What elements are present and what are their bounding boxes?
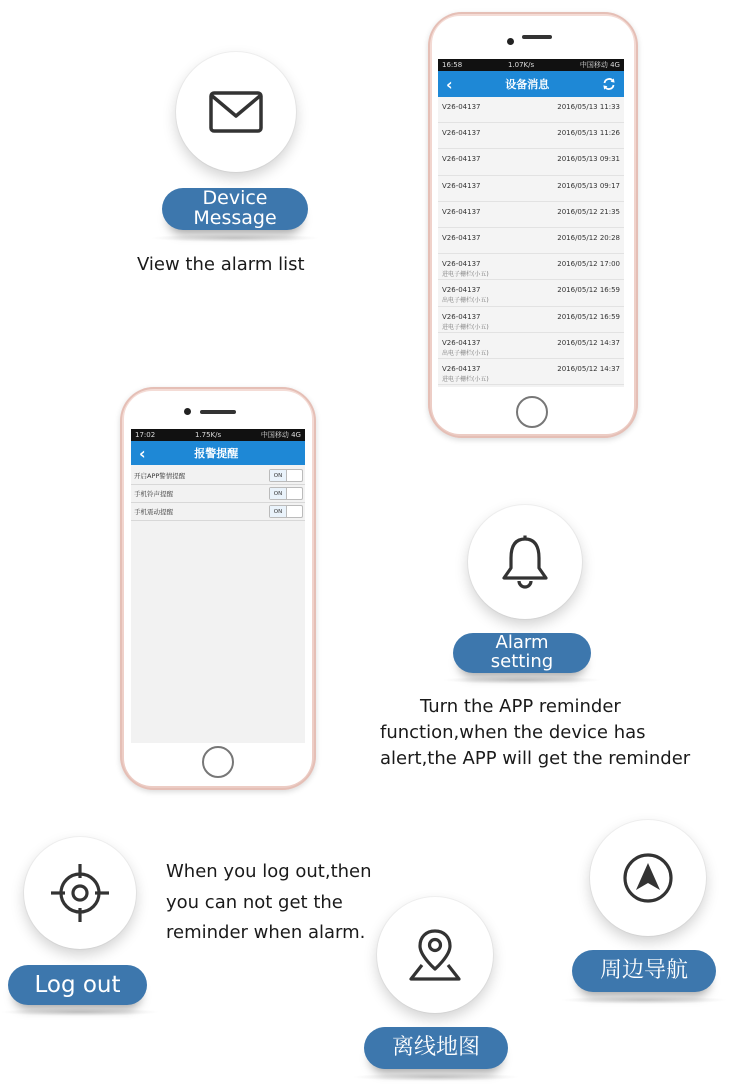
alarm-setting-toggle[interactable] bbox=[269, 505, 303, 518]
alarm-settings-screen bbox=[131, 429, 305, 743]
message-row[interactable] bbox=[438, 254, 624, 280]
device-message-pill-line2: Message bbox=[193, 207, 277, 229]
log-out-desc-line3: reminder when alarm. bbox=[166, 922, 366, 944]
phone-speaker bbox=[200, 410, 236, 414]
phone-alarm-settings bbox=[120, 387, 316, 790]
back-button[interactable]: ‹ bbox=[446, 74, 453, 94]
message-row[interactable] bbox=[438, 228, 624, 254]
message-detail: 进电子栅栏(小五) bbox=[442, 323, 489, 331]
message-row[interactable] bbox=[438, 149, 624, 175]
message-device: V26-04137 bbox=[442, 364, 481, 373]
alarm-setting-row bbox=[131, 503, 305, 521]
message-row-left bbox=[442, 234, 481, 242]
message-row[interactable] bbox=[438, 333, 624, 359]
device-message-titlebar bbox=[438, 71, 624, 97]
status-carrier: 中国移动 4G bbox=[579, 61, 620, 69]
message-list bbox=[438, 97, 624, 385]
navigation-pill-shadow bbox=[560, 996, 728, 1004]
log-out-pill[interactable]: Log out bbox=[8, 965, 147, 1005]
message-detail: 出电子栅栏(小五) bbox=[442, 349, 489, 357]
message-time: 2016/05/13 09:17 bbox=[557, 181, 620, 190]
alarm-settings-list bbox=[131, 465, 305, 521]
status-speed: 1.75K/s bbox=[194, 431, 222, 439]
phone-camera bbox=[507, 38, 514, 45]
message-row-left bbox=[442, 365, 489, 383]
message-row-left bbox=[442, 182, 481, 190]
message-device: V26-04137 bbox=[442, 129, 481, 138]
navigation-icon-circle[interactable] bbox=[590, 820, 706, 936]
device-message-pill[interactable] bbox=[162, 188, 308, 230]
status-time: 16:58 bbox=[442, 61, 463, 69]
message-row[interactable] bbox=[438, 307, 624, 333]
alarm-setting-label: 手机震动提醒 bbox=[134, 508, 173, 516]
message-row[interactable] bbox=[438, 176, 624, 202]
alarm-setting-description bbox=[380, 694, 720, 772]
alarm-setting-pill[interactable] bbox=[453, 633, 591, 673]
alarm-settings-title: 报警提醒 bbox=[194, 447, 239, 460]
message-row-left bbox=[442, 155, 481, 163]
crosshair-icon bbox=[49, 862, 111, 924]
toggle-state: ON bbox=[270, 506, 287, 517]
alarm-setting-label: 手机铃声提醒 bbox=[134, 490, 173, 498]
navigation-arrow-icon bbox=[621, 851, 675, 905]
device-message-title: 设备消息 bbox=[505, 78, 550, 91]
status-time: 17:02 bbox=[135, 431, 156, 439]
status-bar bbox=[438, 59, 624, 71]
alarm-setting-pill-line2: setting bbox=[490, 651, 554, 672]
message-row[interactable] bbox=[438, 202, 624, 228]
alarm-setting-row bbox=[131, 467, 305, 485]
alarm-settings-titlebar bbox=[131, 441, 305, 465]
device-message-icon-circle[interactable] bbox=[176, 52, 296, 172]
message-device: V26-04137 bbox=[442, 286, 481, 295]
alarm-setting-desc-line3: alert,the APP will get the reminder bbox=[380, 748, 691, 770]
message-detail: 进电子栅栏(小五) bbox=[442, 375, 489, 383]
device-message-pill-shadow bbox=[150, 234, 320, 242]
message-time: 2016/05/12 20:28 bbox=[557, 233, 620, 242]
phone-speaker bbox=[522, 35, 552, 39]
message-device: V26-04137 bbox=[442, 338, 481, 347]
alarm-setting-row bbox=[131, 485, 305, 503]
home-button[interactable] bbox=[202, 746, 234, 778]
message-device: V26-04137 bbox=[442, 260, 481, 269]
alarm-setting-toggle[interactable] bbox=[269, 487, 303, 500]
refresh-icon[interactable] bbox=[602, 77, 616, 91]
log-out-desc-line1: When you log out,then bbox=[166, 861, 372, 882]
alarm-setting-toggle[interactable] bbox=[269, 469, 303, 482]
message-row[interactable] bbox=[438, 359, 624, 385]
message-row-left bbox=[442, 103, 481, 111]
alarm-setting-pill-shadow bbox=[442, 676, 602, 684]
alarm-setting-desc-line1: Turn the APP reminder bbox=[420, 696, 621, 717]
message-time: 2016/05/12 16:59 bbox=[557, 286, 620, 295]
phone-camera bbox=[184, 408, 191, 415]
alarm-setting-icon-circle[interactable] bbox=[468, 505, 582, 619]
message-time: 2016/05/13 11:33 bbox=[557, 103, 620, 111]
envelope-icon bbox=[208, 90, 264, 134]
message-row-left bbox=[442, 339, 489, 357]
message-row-left bbox=[442, 260, 489, 278]
device-message-pill-line1: Device bbox=[202, 187, 268, 210]
log-out-icon-circle[interactable] bbox=[24, 837, 136, 949]
alarm-setting-desc-line2: function,when the device has bbox=[380, 722, 646, 744]
message-time: 2016/05/13 11:26 bbox=[557, 129, 620, 138]
message-time: 2016/05/12 17:00 bbox=[557, 260, 620, 269]
message-time: 2016/05/12 21:35 bbox=[557, 207, 620, 216]
message-row[interactable] bbox=[438, 97, 624, 123]
device-message-screen bbox=[438, 59, 624, 387]
status-speed: 1.07K/s bbox=[507, 61, 535, 69]
message-device: V26-04137 bbox=[442, 233, 481, 242]
toggle-state: ON bbox=[270, 470, 287, 481]
message-detail: 进电子栅栏(小五) bbox=[442, 271, 489, 279]
message-device: V26-04137 bbox=[442, 103, 481, 111]
alarm-setting-label: 开启APP警情提醒 bbox=[134, 472, 186, 480]
home-button[interactable] bbox=[516, 396, 548, 428]
message-device: V26-04137 bbox=[442, 312, 481, 321]
log-out-desc-line2: you can not get the bbox=[166, 891, 343, 913]
message-detail: 出电子栅栏(小五) bbox=[442, 297, 489, 305]
message-device: V26-04137 bbox=[442, 181, 481, 190]
message-time: 2016/05/12 14:37 bbox=[557, 364, 620, 373]
message-device: V26-04137 bbox=[442, 155, 481, 164]
message-row[interactable] bbox=[438, 123, 624, 149]
status-bar bbox=[131, 429, 305, 441]
message-row-left bbox=[442, 286, 489, 304]
toggle-state: ON bbox=[270, 488, 287, 499]
message-row-left bbox=[442, 129, 481, 137]
message-time: 2016/05/12 14:37 bbox=[557, 338, 620, 347]
navigation-pill[interactable]: 周边导航 bbox=[572, 950, 716, 992]
phone-device-messages bbox=[428, 12, 638, 438]
bell-icon bbox=[499, 534, 551, 590]
offline-map-pill[interactable]: 离线地图 bbox=[364, 1027, 508, 1069]
back-button[interactable]: ‹ bbox=[139, 443, 146, 463]
status-carrier: 中国移动 4G bbox=[260, 431, 301, 439]
message-time: 2016/05/12 16:59 bbox=[557, 312, 620, 321]
log-out-pill-shadow bbox=[0, 1008, 160, 1016]
log-out-description bbox=[166, 857, 372, 949]
message-time: 2016/05/13 09:31 bbox=[557, 155, 620, 164]
offline-map-pill-shadow bbox=[352, 1073, 520, 1081]
message-row[interactable] bbox=[438, 280, 624, 306]
alarm-setting-pill-line1: Alarm bbox=[495, 632, 549, 654]
message-row-left bbox=[442, 208, 481, 216]
offline-map-icon-circle[interactable] bbox=[377, 897, 493, 1013]
map-pin-icon bbox=[405, 927, 465, 983]
message-device: V26-04137 bbox=[442, 207, 481, 216]
message-row-left bbox=[442, 313, 489, 331]
device-message-description: View the alarm list bbox=[137, 254, 305, 275]
